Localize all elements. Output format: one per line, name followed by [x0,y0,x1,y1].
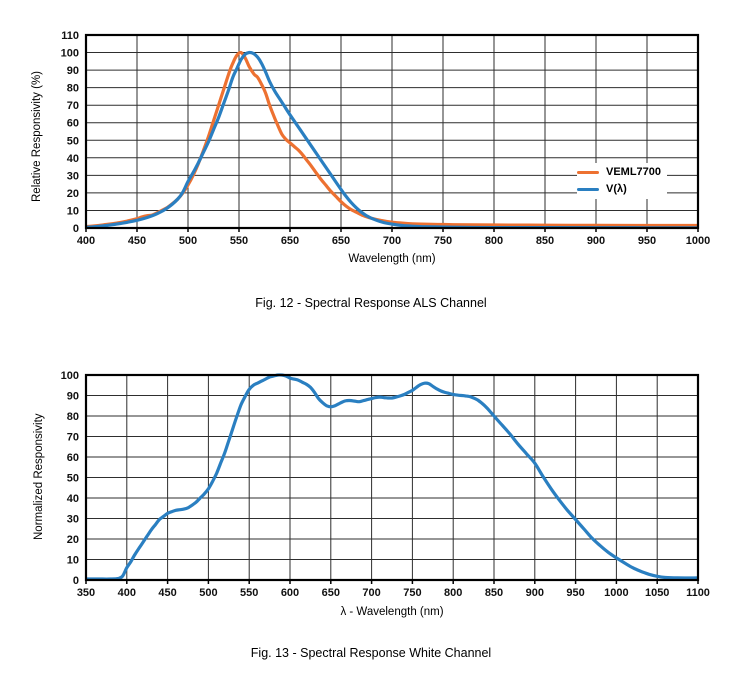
x-tick-label: 650 [280,235,300,247]
y-tick-label: 100 [60,370,79,382]
fig12-x-axis-label: Wavelength (nm) [348,253,436,265]
x-tick-label: 950 [566,587,585,599]
x-tick-label: 1050 [644,587,670,599]
x-tick-label: 950 [637,235,657,247]
series-line-White [86,375,698,579]
x-tick-label: 900 [586,235,606,247]
x-tick-label: 900 [525,587,544,599]
y-tick-label: 0 [72,223,79,235]
y-tick-label: 30 [66,513,79,526]
x-tick-label: 1000 [685,235,711,247]
figure-12 [0,0,742,340]
legend-item-veml7700 [577,164,661,181]
y-tick-label: 50 [66,135,79,148]
legend-swatch-v-lambda [577,188,599,192]
x-tick-label: 550 [240,587,259,599]
x-tick-label: 1000 [604,587,629,599]
legend-label-v-lambda: V(λ) [606,183,627,195]
x-tick-label: 800 [444,587,463,599]
y-tick-label: 100 [60,47,79,60]
y-tick-label: 50 [66,472,79,485]
x-tick-label: 850 [484,587,504,599]
x-tick-label: 1100 [686,587,710,599]
x-tick-label: 750 [433,235,453,247]
x-tick-label: 550 [229,235,249,247]
x-tick-label: 600 [280,587,300,599]
y-tick-label: 20 [66,187,79,200]
fig13-caption: Fig. 13 - Spectral Response White Channel [250,646,492,660]
fig13-y-axis-label: Normalized Responsivity [33,413,45,540]
y-tick-label: 60 [66,117,79,130]
y-tick-label: 80 [66,82,79,95]
y-tick-label: 40 [66,493,79,505]
x-tick-label: 750 [403,587,422,599]
legend [577,163,667,199]
y-tick-label: 10 [66,554,79,567]
x-tick-label: 850 [535,235,555,247]
x-tick-label: 450 [127,235,147,247]
figure-13 [0,340,742,684]
x-tick-label: 650 [331,235,351,247]
legend-label-veml7700: VEML7700 [606,166,662,178]
als-spectral-chart [60,30,720,270]
y-tick-label: 110 [61,30,79,42]
x-tick-label: 650 [321,587,340,599]
x-tick-label: 800 [484,235,504,247]
x-tick-label: 500 [178,235,198,247]
y-tick-label: 10 [66,205,79,218]
x-tick-label: 400 [117,587,136,599]
y-tick-label: 70 [66,100,79,113]
white-spectral-chart [60,370,720,610]
fig13-x-axis-label: λ - Wavelength (nm) [340,606,444,618]
x-tick-label: 450 [158,587,177,599]
y-tick-label: 60 [66,452,79,464]
y-tick-label: 20 [66,534,79,546]
x-tick-label: 700 [362,587,381,599]
y-tick-label: 90 [66,390,79,403]
x-tick-label: 700 [382,235,402,247]
legend-item-v-lambda [577,181,661,198]
y-tick-label: 80 [66,411,79,423]
fig12-y-axis-label: Relative Responsivity (%) [31,70,43,202]
x-tick-label: 350 [76,587,96,599]
legend-swatch-veml7700 [577,171,599,175]
fig12-caption: Fig. 12 - Spectral Response ALS Channel [255,296,487,310]
y-tick-label: 0 [72,575,79,587]
y-tick-label: 30 [66,170,79,183]
y-tick-label: 40 [66,152,79,165]
x-tick-label: 500 [199,587,218,599]
x-tick-label: 400 [76,235,96,247]
y-tick-label: 90 [66,65,79,78]
y-tick-label: 70 [66,431,79,444]
